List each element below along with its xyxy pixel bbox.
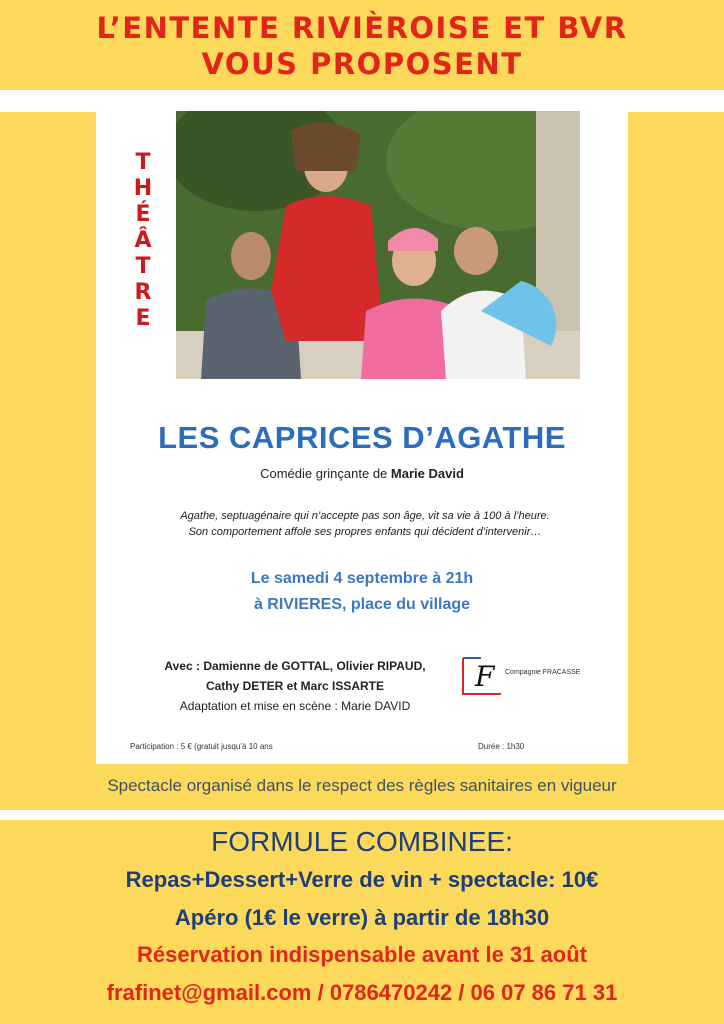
cast-line-3: Adaptation et mise en scène : Marie DAVID <box>179 699 411 713</box>
synopsis <box>120 508 610 540</box>
date-line: Le samedi 4 septembre à 21h <box>250 570 474 587</box>
synopsis-line-2: Son comportement affole ses propres enfants qui décident d’intervenir… <box>188 526 542 538</box>
sanitary-note: Spectacle organisé dans le respect des règles sanitaires en vigueur <box>107 776 617 795</box>
subtitle-author: Marie David <box>390 466 464 481</box>
header-line-1: L’ENTENTE RIVIÈROISE ET BVR <box>96 11 628 45</box>
participation-price: Participation : 5 € (gratuit jusqu’à 10 ans <box>130 742 273 751</box>
cast-line-1: Avec : Damienne de GOTTAL, Olivier RIPAUD, <box>164 659 426 673</box>
synopsis-line-1: Agathe, septuagénaire qui n’accepte pas son âge, vit sa vie à 100 à l’heure. <box>180 510 550 522</box>
contact-info[interactable]: frafinet@gmail.com / 0786470242 / 06 07 86 71 31 <box>106 980 618 1005</box>
cast-photo-illustration <box>176 111 580 379</box>
theatre-vertical-label: THÉÂTRE <box>133 150 153 331</box>
logo-company-name: Compagnie FRACASSE <box>505 669 581 676</box>
cast-credits <box>140 656 450 716</box>
reservation-notice: Réservation indispensable avant le 31 août <box>137 942 587 967</box>
formule-heading: FORMULE COMBINEE: <box>211 826 513 857</box>
header-banner <box>0 0 724 90</box>
compagnie-logo-icon <box>461 656 505 696</box>
header-line-2: VOUS PROPOSENT <box>201 47 523 81</box>
show-title: LES CAPRICES D’AGATHE <box>158 420 566 455</box>
cast-line-2: Cathy DETER et Marc ISSARTE <box>205 679 385 693</box>
place-line: à RIVIERES, place du village <box>253 596 471 613</box>
show-duration: Durée : 1h30 <box>478 742 525 751</box>
date-and-place <box>96 566 628 618</box>
apero-offer: Apéro (1€ le verre) à partir de 18h30 <box>174 905 550 930</box>
logo-letter: F <box>475 660 495 693</box>
subtitle-prefix: Comédie grinçante de <box>260 466 391 481</box>
show-subtitle <box>96 466 628 481</box>
white-band-bottom <box>0 810 724 820</box>
cast-photo <box>176 111 580 379</box>
combo-offer: Repas+Dessert+Verre de vin + spectacle: 10€ <box>125 867 599 892</box>
